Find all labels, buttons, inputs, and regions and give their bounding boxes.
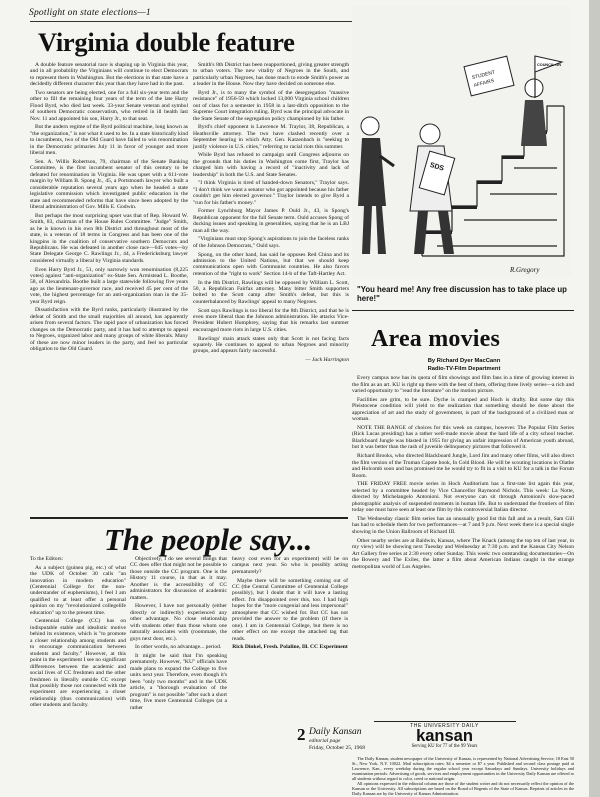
nameplate-name: kansan xyxy=(416,727,473,745)
paragraph: While Byrd has refused to campaign until Congress adjourns on the grounds that his duties in Washington come first, Traylor has charged him with having a record of "inactivity and lack of leadership" in both the U.S. and State Senates. xyxy=(193,152,349,178)
svg-text:AFFAIRS: AFFAIRS xyxy=(473,77,495,89)
paragraph: NOTE THE RANGE of choices for this week on campus, however. The Popular Film Series (Rick Lucas presiding) has a rather well-made movie about the hard life of a city school teacher. Blackboard Jungle was blasted in 1955 for giving an unfair impression of American youth abroad, but it was better than the rash of juvenile delinquency pictures that followed it. xyxy=(352,424,574,451)
author-signature: — Jack Harrington xyxy=(305,357,349,364)
paragraph: Two senators are being elected, one for a full six-year term and the other to fill the remaining four years of the term of the late Harry Flood Byrd, who died last week. 33-year Senate veteran and symbol of southern Democratic conservatism, who retired in ill health last Nov. 11 and appointed his son, Harry Jr., to that seat. xyxy=(30,90,188,122)
section-kicker: Spotlight on state elections—1 xyxy=(29,8,151,18)
section-label: editorial page xyxy=(309,738,341,744)
paragraph: A double feature senatorial race is shaping up in Virginia this year, and in all probability the Virginians will continue to elect Democrats to represent them in Washington. But the elections in that state have a decidedly different character this year than they have had in the past. xyxy=(30,62,188,88)
page-title: Virginia double feature xyxy=(38,27,295,57)
paragraph: To the Editors: xyxy=(30,556,64,562)
paragraph: But perhaps the most surprising upset was that of Rep. Howard W. Smith, 83, chairman of the House Rules Committee. "Judge" Smith, as he is known in his own 8th District and throughout most of the state, is a veteran of 18 terms in Congress and has been one of the kingpins in the coalition of conservative southern Democrats and Republicans. He was defeated in another close race—645 votes—by State Delegate George C. Rawlings Jr., 44, a Fredericksburg lawyer considered virtually a liberal by Virginia standards. xyxy=(30,212,188,264)
notice-disclaimer: All opinions expressed in the editorial column are those of the student writer and do not necessarily reflect the opinion of the Kansan or the University. All subscriptions are based on the Board of Regents of the State of Kansas. Reprints of articles in the Daily Kansan are by the University of Kansas Administration. xyxy=(352,780,574,796)
letters-column-2 xyxy=(130,556,227,713)
paragraph: Even Harry Byrd Jr., 51, only narrowly won renomination (8,225 votes) against "anti-organization" ex-State Sen. Armistead L. Boothe, 58, of Alexandria. Boothe built a large statewide following five years ago as the lieutenant-governor race, and received 45 per cent of the vote, the highest percentage for an anti-organization man in the 35-year Byrd reign. xyxy=(30,266,188,305)
page-number: 2 xyxy=(297,725,306,744)
paragraph: Byrd's chief opponent is Lawrence M. Traylor, 38, Republican, a Heathsville attorney. The two have clashed recently over a September hearing in which Atty. Gen. Katzenbach is "seeking to justify violence in U.S. cities," referring to racial riots this summer. xyxy=(193,124,349,150)
byline-department: Radio-TV-Film Department xyxy=(427,365,501,372)
notice-text: The Daily Kansan, student newspaper of the University of Kansas, is represented by National Advertising Service, 18 East 50 St., New York, N.Y. 10022. Mail subscription rates: $4 a semester or $7 a year. Published and second class postage paid at Lawrence, Kan., every weekday during the regular school year except Saturdays and Sundays. University holidays and examination periods. Advertising of goods, services and employment opportunities in the University Daily Kansan are offered to all students without regard to color, creed or national origin. xyxy=(352,756,574,781)
paragraph: In other words, no advantage... period. xyxy=(135,644,222,651)
cartoon-caption: "You heard me! Any free discussion has to take place up here!" xyxy=(357,285,567,304)
kicker-mark: 1 xyxy=(145,8,151,18)
artist-signature: R.Gregory xyxy=(510,266,540,274)
publication-notice xyxy=(352,757,574,797)
paragraph: Former Lynchburg Mayor James P. Ould Jr., 43, is Spong's Republican opponent for the full Senate term. Ould accuses Spong of ducking issues and speaking in generalities, saying that he is an LBJ man all the way. xyxy=(193,208,349,234)
paragraph: "Virginians must stop Spong's aspirations to join the faceless ranks of the Johnson Democrats," Ould says. xyxy=(193,236,349,249)
byline-author: By Richard Dyer MacCann xyxy=(427,358,501,364)
issue-date: Friday, October 25, 1968 xyxy=(309,744,366,751)
virginia-column-2 xyxy=(193,62,349,366)
paper-name: Daily Kansan xyxy=(309,727,362,737)
paragraph: Rawlings' main attack states only that Scott is not facing facts squarely. He continues to appeal to urban Negroes and minority groups, and appears fairly successful. xyxy=(193,335,349,355)
paragraph: Facilities are grim, to be sure. Dyche is cramped and Hoch is drafty. But some day this Pleistocene condition will yield to the realization that something should be done about the appreciation of art and the study of government, is part of the background of a civilized man or woman. xyxy=(352,396,574,423)
paragraph: Every campus now has its quota of film showings and film fans in a time of growing interest in the film as an art. KU is right up there with the best of them, offering three lively series—a rich and varied opportunity to "read the literature" on the motion picture. xyxy=(352,375,574,394)
paragraph: Spong, on the other hand, has said he opposes Red China and its admission to the United Nations, but that we should keep communications open with Communist countries. He also favors retention of the "right to work" Section 14-b of the Taft-Hartley Act. xyxy=(193,251,349,277)
paragraph: Other nearby series are at Baldwin, Kansas, where The Knack (among the top ten of last year, in my view) will be showing next Tuesday and Wednesday at 7:30 p.m. and the Kansas City Nelson Art Gallery free series at 2:30 every other Sunday. This week: two outstanding documentaries—On the Bowery and The Exiles, the latter a film about American Indians caught in the strange metropolitan world of Los Angeles. xyxy=(352,537,574,570)
paragraph: heavy cost even for an experiment) will be on campus next year. So who is possibly acting prematurely? xyxy=(232,556,348,575)
sign-text: STUDENT xyxy=(471,69,496,82)
paragraph: Objectively, I do see several things that CC does offer that might not be possible to those outside the CC program. One is the History 11 course, in that as it may. Another is the accessibility of CC administrators for discussion of academic matters. xyxy=(130,556,227,601)
pennant-text: COUNCIL ON xyxy=(537,63,561,67)
movies-body xyxy=(352,375,574,572)
paragraph: "I think Virginia is tired of handed-down Senators," Traylor says. "I don't think we want a senator who got appointed because his father couldn't get him elected governor." Traylor intends to give Byrd a "run for his father's money." xyxy=(193,180,349,206)
paragraph: Dissatisfaction with the Byrd ranks, particularly illustrated by the defeat of Smith and the small majorities all around, has apparently arisen from several factors. The rapid pace of urbanization has forced changes on the Democratic party, and it has had to attempt to appeal to Negroes, organized labor and many groups of white liberals. Many of these are now minor leaders in the party, and feel no particular obligation to the Old Guard. xyxy=(30,307,188,353)
paragraph: Maybe there will be something coming out of CC (the Central Committee of Centennial College possibly), but I doubt that it will have a lasting effect. I'm disappointed over this, too. I had high hopes for the "more congenial and less impersonal" atmosphere that CC wished for. But CC has not provided the answer to the problem (if there is one). I am in Centennial College, but there is no other effect on me except the attached tag that reads. xyxy=(232,577,348,642)
paragraph: However, I have not personally (either directly or indirectly) experienced any other advantage. No close relationship with students other than those whom one naturally associates with (roommate, the guys next door, etc.). xyxy=(130,603,227,642)
paragraph: THE FRIDAY FREE movie series in Hoch Auditorium has a first-rate list again this year, selected by a committee headed by Vice Chancellor Raymond Nichols. This week: La Notte, directed by Michelangelo Antonioni. Not everyone can sit through Antonioni's slow-paced photographic analysis of suspended moments in human life. But to understand the frontiers of film today one must have seen at least one film by this controversial Italian director. xyxy=(352,481,574,514)
paragraph: Centennial College (CC) has on indisputable stable and idealistic motive behind its existence, which is "to promote a closer relationship among students and to encourage communication between students and faculty." However, at this point in the experiment I see no significant differences between the academic and social lives of CC freshmen and the other freshmen in literally outside CC except that possibly those not connected with the experiment are experiencing a closer relationship (thus communication) with other students and faculty. xyxy=(30,618,126,709)
section-rule xyxy=(30,517,348,519)
paragraph: But the andern regime of the Byrd political machine, long known as "the organization," is not what it used to be. In a state historically kind to incumbents, two of the Old Guard have failed to win renomination in the Democratic primaries July 11 in favor of younger and more liberal men. xyxy=(30,124,188,157)
letters-column-1 xyxy=(30,556,126,711)
movies-byline xyxy=(352,358,576,373)
paragraph: It might be said that I'm speaking prematurely. However, "KU" officials have made plans to expand the College to five units next year. Therefore, even though it's been "only two months" and in the UDK article, a "thorough evaluation of the program" is not possible "after such a short time, five more Centennial Colleges (at a rather xyxy=(130,652,227,711)
letter-signers: Rick Dinkel, Fresh. Polaline, Ill. CC Experiment xyxy=(232,644,348,651)
paragraph: Byrd Jr., is to many the symbol of the desegregation "massive resistance" of 1956-59 which locked 13,000 Virginia school children out of class for a semester in 1958 in a last-ditch opposition to the Supreme Court integration ruling. Byrd was the principal advocate in the State Senate of the segregation policy championed by his father. xyxy=(193,90,349,122)
paragraph: The Wednesday classic film series has an unusually good list this fall and as a result, Sam Gill has had to schedule them for two performances—at 7 and 9 p.m. Next week there is a special single showing in the Union Ballroom of Richard III. xyxy=(352,515,574,535)
nameplate-top: THE UNIVERSITY DAILY xyxy=(410,723,479,729)
area-movies-title: Area movies xyxy=(371,326,501,352)
box-rule xyxy=(374,721,516,722)
paragraph: Scott says Rawlings is too liberal for the 8th District, and that he is even more liberal than the Johnson administration. He attacks Vice-President Hubert Humphrey, saying that his remarks last summer encouraged more riots in large U.S. cities. xyxy=(193,307,349,333)
paragraph: Smith's 8th District has been reapportioned, giving greater strength to urban voters. The new vitality of Negroes in the South, and particularly urban Negroes, has done much to erode Smith's power as a leader in the House. Now they have decided on someone else. xyxy=(193,62,349,88)
paragraph: Sen. A. Willis Robertson, 79, chairman of the Senate Banking Committee, is the first incumbent senator of this century to be defeated for renomination in Virginia. He was upset with a 611-vote margin by William B. Spong Jr., 45, a Portsmouth lawyer who built a considerable reputation several years ago when he headed a state legislative commission which investigated public education in the state and recommended reforms that have since been adopted by the liberal administration of Gov. Mills E. Godwin. xyxy=(30,158,188,211)
page-edge xyxy=(589,0,600,797)
masthead-text xyxy=(309,727,371,751)
virginia-column-1 xyxy=(30,62,188,355)
divider xyxy=(352,310,574,311)
nameplate-tagline: Serving KU for 77 of the 99 Years xyxy=(411,744,478,749)
paragraph: In the 8th District, Rawlings will be opposed by William L. Scott, 50, a Republican Fairfax attorney. Many bitter Smith supporters bolted to the Scott camp after Smith's defeat, but this is counterbalanced by Rawlings' appeal to many Negroes. xyxy=(193,279,349,305)
book-text: SDS xyxy=(428,161,445,173)
paragraph: Richard Brooks, who directed Blackboard Jungle, Lord Jim and many other films, will also direct the film version of the Truman Capote book, In Cold Blood. He will be scouting locations in Olathe and Holcomb soon and has promised me he would try to fit in a visit to KU for a talk in the Forum Room. xyxy=(352,453,574,479)
paragraph: As a subject (guinea pig, etc.) of what the UDK of October 30 calls "an innovation in modern education" (Centennial College for the non-understander of euphemisms), I feel I am qualified to at least offer a personal opinion on my "revolutionized collegelife education" up to the present time. xyxy=(30,564,126,616)
letters-title: The people say... xyxy=(104,522,313,557)
kansan-nameplate xyxy=(376,723,513,749)
cartoon-drawing xyxy=(352,6,571,277)
editorial-cartoon xyxy=(352,6,571,277)
letters-column-3 xyxy=(232,556,348,653)
